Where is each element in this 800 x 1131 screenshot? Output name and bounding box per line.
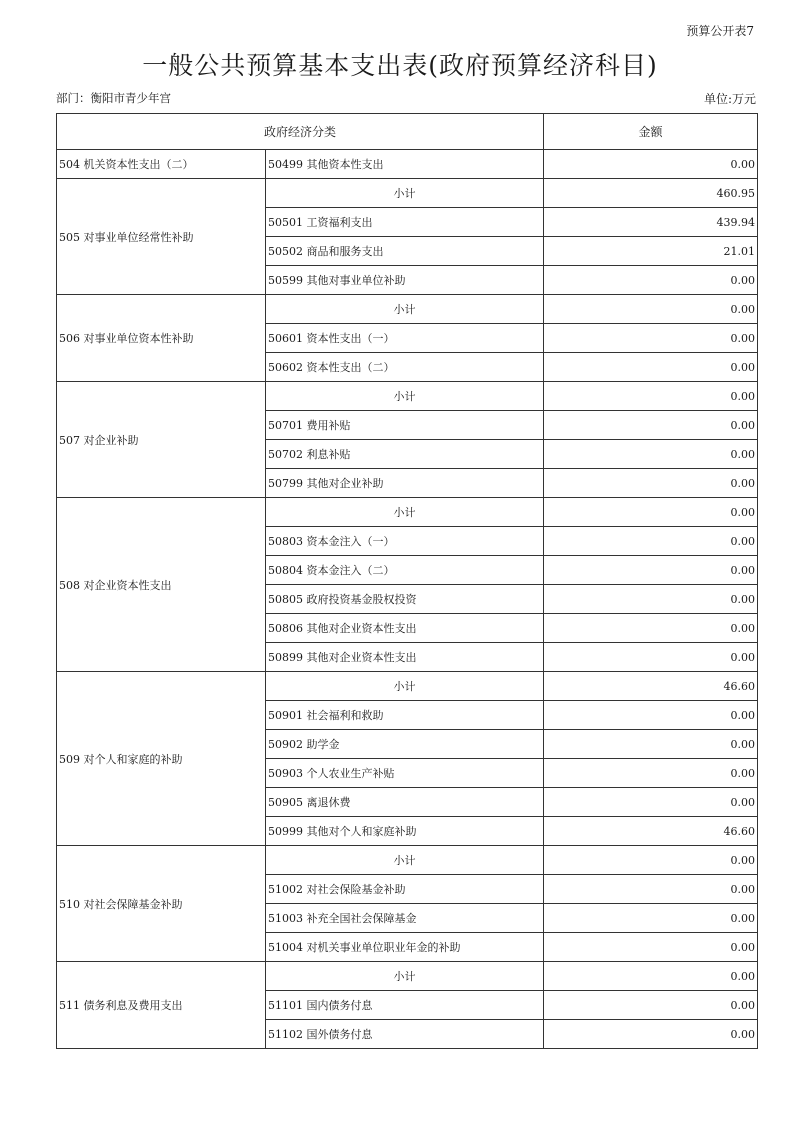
- item-label: 51004 对机关事业单位职业年金的补助: [266, 933, 544, 962]
- category-cell: 505 对事业单位经常性补助: [57, 179, 266, 295]
- amount-cell: 0.00: [544, 295, 758, 324]
- amount-cell: 0.00: [544, 440, 758, 469]
- item-label: 50702 利息补贴: [266, 440, 544, 469]
- item-label: 50899 其他对企业资本性支出: [266, 643, 544, 672]
- amount-cell: 46.60: [544, 817, 758, 846]
- item-label: 50599 其他对事业单位补助: [266, 266, 544, 295]
- amount-cell: 0.00: [544, 904, 758, 933]
- category-cell: 510 对社会保障基金补助: [57, 846, 266, 962]
- item-label: 50901 社会福利和救助: [266, 701, 544, 730]
- item-label: 50601 资本性支出（一）: [266, 324, 544, 353]
- amount-cell: 0.00: [544, 875, 758, 904]
- item-label: 50905 离退休费: [266, 788, 544, 817]
- category-cell: 508 对企业资本性支出: [57, 498, 266, 672]
- amount-cell: 0.00: [544, 788, 758, 817]
- subtotal-label: 小计: [266, 179, 544, 208]
- amount-cell: 0.00: [544, 933, 758, 962]
- amount-cell: 0.00: [544, 411, 758, 440]
- amount-cell: 0.00: [544, 991, 758, 1020]
- amount-cell: 0.00: [544, 150, 758, 179]
- amount-cell: 0.00: [544, 469, 758, 498]
- item-label: 51102 国外债务付息: [266, 1020, 544, 1049]
- category-cell: 511 债务利息及费用支出: [57, 962, 266, 1049]
- amount-cell: 21.01: [544, 237, 758, 266]
- subtotal-label: 小计: [266, 846, 544, 875]
- item-label: 50602 资本性支出（二）: [266, 353, 544, 382]
- amount-cell: 0.00: [544, 556, 758, 585]
- amount-cell: 0.00: [544, 962, 758, 991]
- amount-cell: 0.00: [544, 759, 758, 788]
- table-body: [57, 150, 758, 1049]
- item-label: 50701 费用补贴: [266, 411, 544, 440]
- item-label: 51101 国内债务付息: [266, 991, 544, 1020]
- amount-cell: 0.00: [544, 353, 758, 382]
- page-title: 一般公共预算基本支出表(政府预算经济科目): [142, 51, 658, 80]
- subtotal-label: 小计: [266, 672, 544, 701]
- table-row: [57, 846, 758, 875]
- category-cell: 507 对企业补助: [57, 382, 266, 498]
- table-row: [57, 962, 758, 991]
- table-header-row: [57, 114, 758, 150]
- amount-cell: 0.00: [544, 266, 758, 295]
- column-header-classification: 政府经济分类: [57, 114, 544, 150]
- amount-cell: 0.00: [544, 527, 758, 556]
- subtotal-label: 小计: [266, 295, 544, 324]
- category-cell: 509 对个人和家庭的补助: [57, 672, 266, 846]
- table-row: [57, 382, 758, 411]
- amount-cell: 0.00: [544, 498, 758, 527]
- table-row: [57, 295, 758, 324]
- item-label: 50999 其他对个人和家庭补助: [266, 817, 544, 846]
- item-label: 50803 资本金注入（一）: [266, 527, 544, 556]
- item-label: 51003 补充全国社会保障基金: [266, 904, 544, 933]
- amount-cell: 0.00: [544, 585, 758, 614]
- item-label: 50501 工资福利支出: [266, 208, 544, 237]
- amount-cell: 0.00: [544, 324, 758, 353]
- table-row: [57, 672, 758, 701]
- table-row: [57, 150, 758, 179]
- amount-cell: 46.60: [544, 672, 758, 701]
- category-cell: 504 机关资本性支出（二）: [57, 150, 266, 179]
- amount-cell: 0.00: [544, 701, 758, 730]
- budget-table: [56, 113, 758, 1049]
- amount-cell: 0.00: [544, 382, 758, 411]
- item-label: 50805 政府投资基金股权投资: [266, 585, 544, 614]
- amount-cell: 460.95: [544, 179, 758, 208]
- item-label: 50799 其他对企业补助: [266, 469, 544, 498]
- item-label: 51002 对社会保险基金补助: [266, 875, 544, 904]
- category-cell: 506 对事业单位资本性补助: [57, 295, 266, 382]
- item-label: 50806 其他对企业资本性支出: [266, 614, 544, 643]
- table-number: 预算公开表7: [686, 24, 754, 38]
- amount-cell: 439.94: [544, 208, 758, 237]
- item-label: 50499 其他资本性支出: [266, 150, 544, 179]
- item-label: 50902 助学金: [266, 730, 544, 759]
- amount-cell: 0.00: [544, 614, 758, 643]
- subtotal-label: 小计: [266, 382, 544, 411]
- item-label: 50903 个人农业生产补贴: [266, 759, 544, 788]
- amount-cell: 0.00: [544, 643, 758, 672]
- amount-cell: 0.00: [544, 846, 758, 875]
- unit-label: 单位:万元: [703, 92, 756, 106]
- department-label: 部门：衡阳市青少年宫: [56, 91, 171, 105]
- amount-cell: 0.00: [544, 1020, 758, 1049]
- table-row: [57, 179, 758, 208]
- column-header-amount: 金额: [544, 114, 758, 150]
- subtotal-label: 小计: [266, 498, 544, 527]
- amount-cell: 0.00: [544, 730, 758, 759]
- subtotal-label: 小计: [266, 962, 544, 991]
- table-row: [57, 498, 758, 527]
- item-label: 50804 资本金注入（二）: [266, 556, 544, 585]
- item-label: 50502 商品和服务支出: [266, 237, 544, 266]
